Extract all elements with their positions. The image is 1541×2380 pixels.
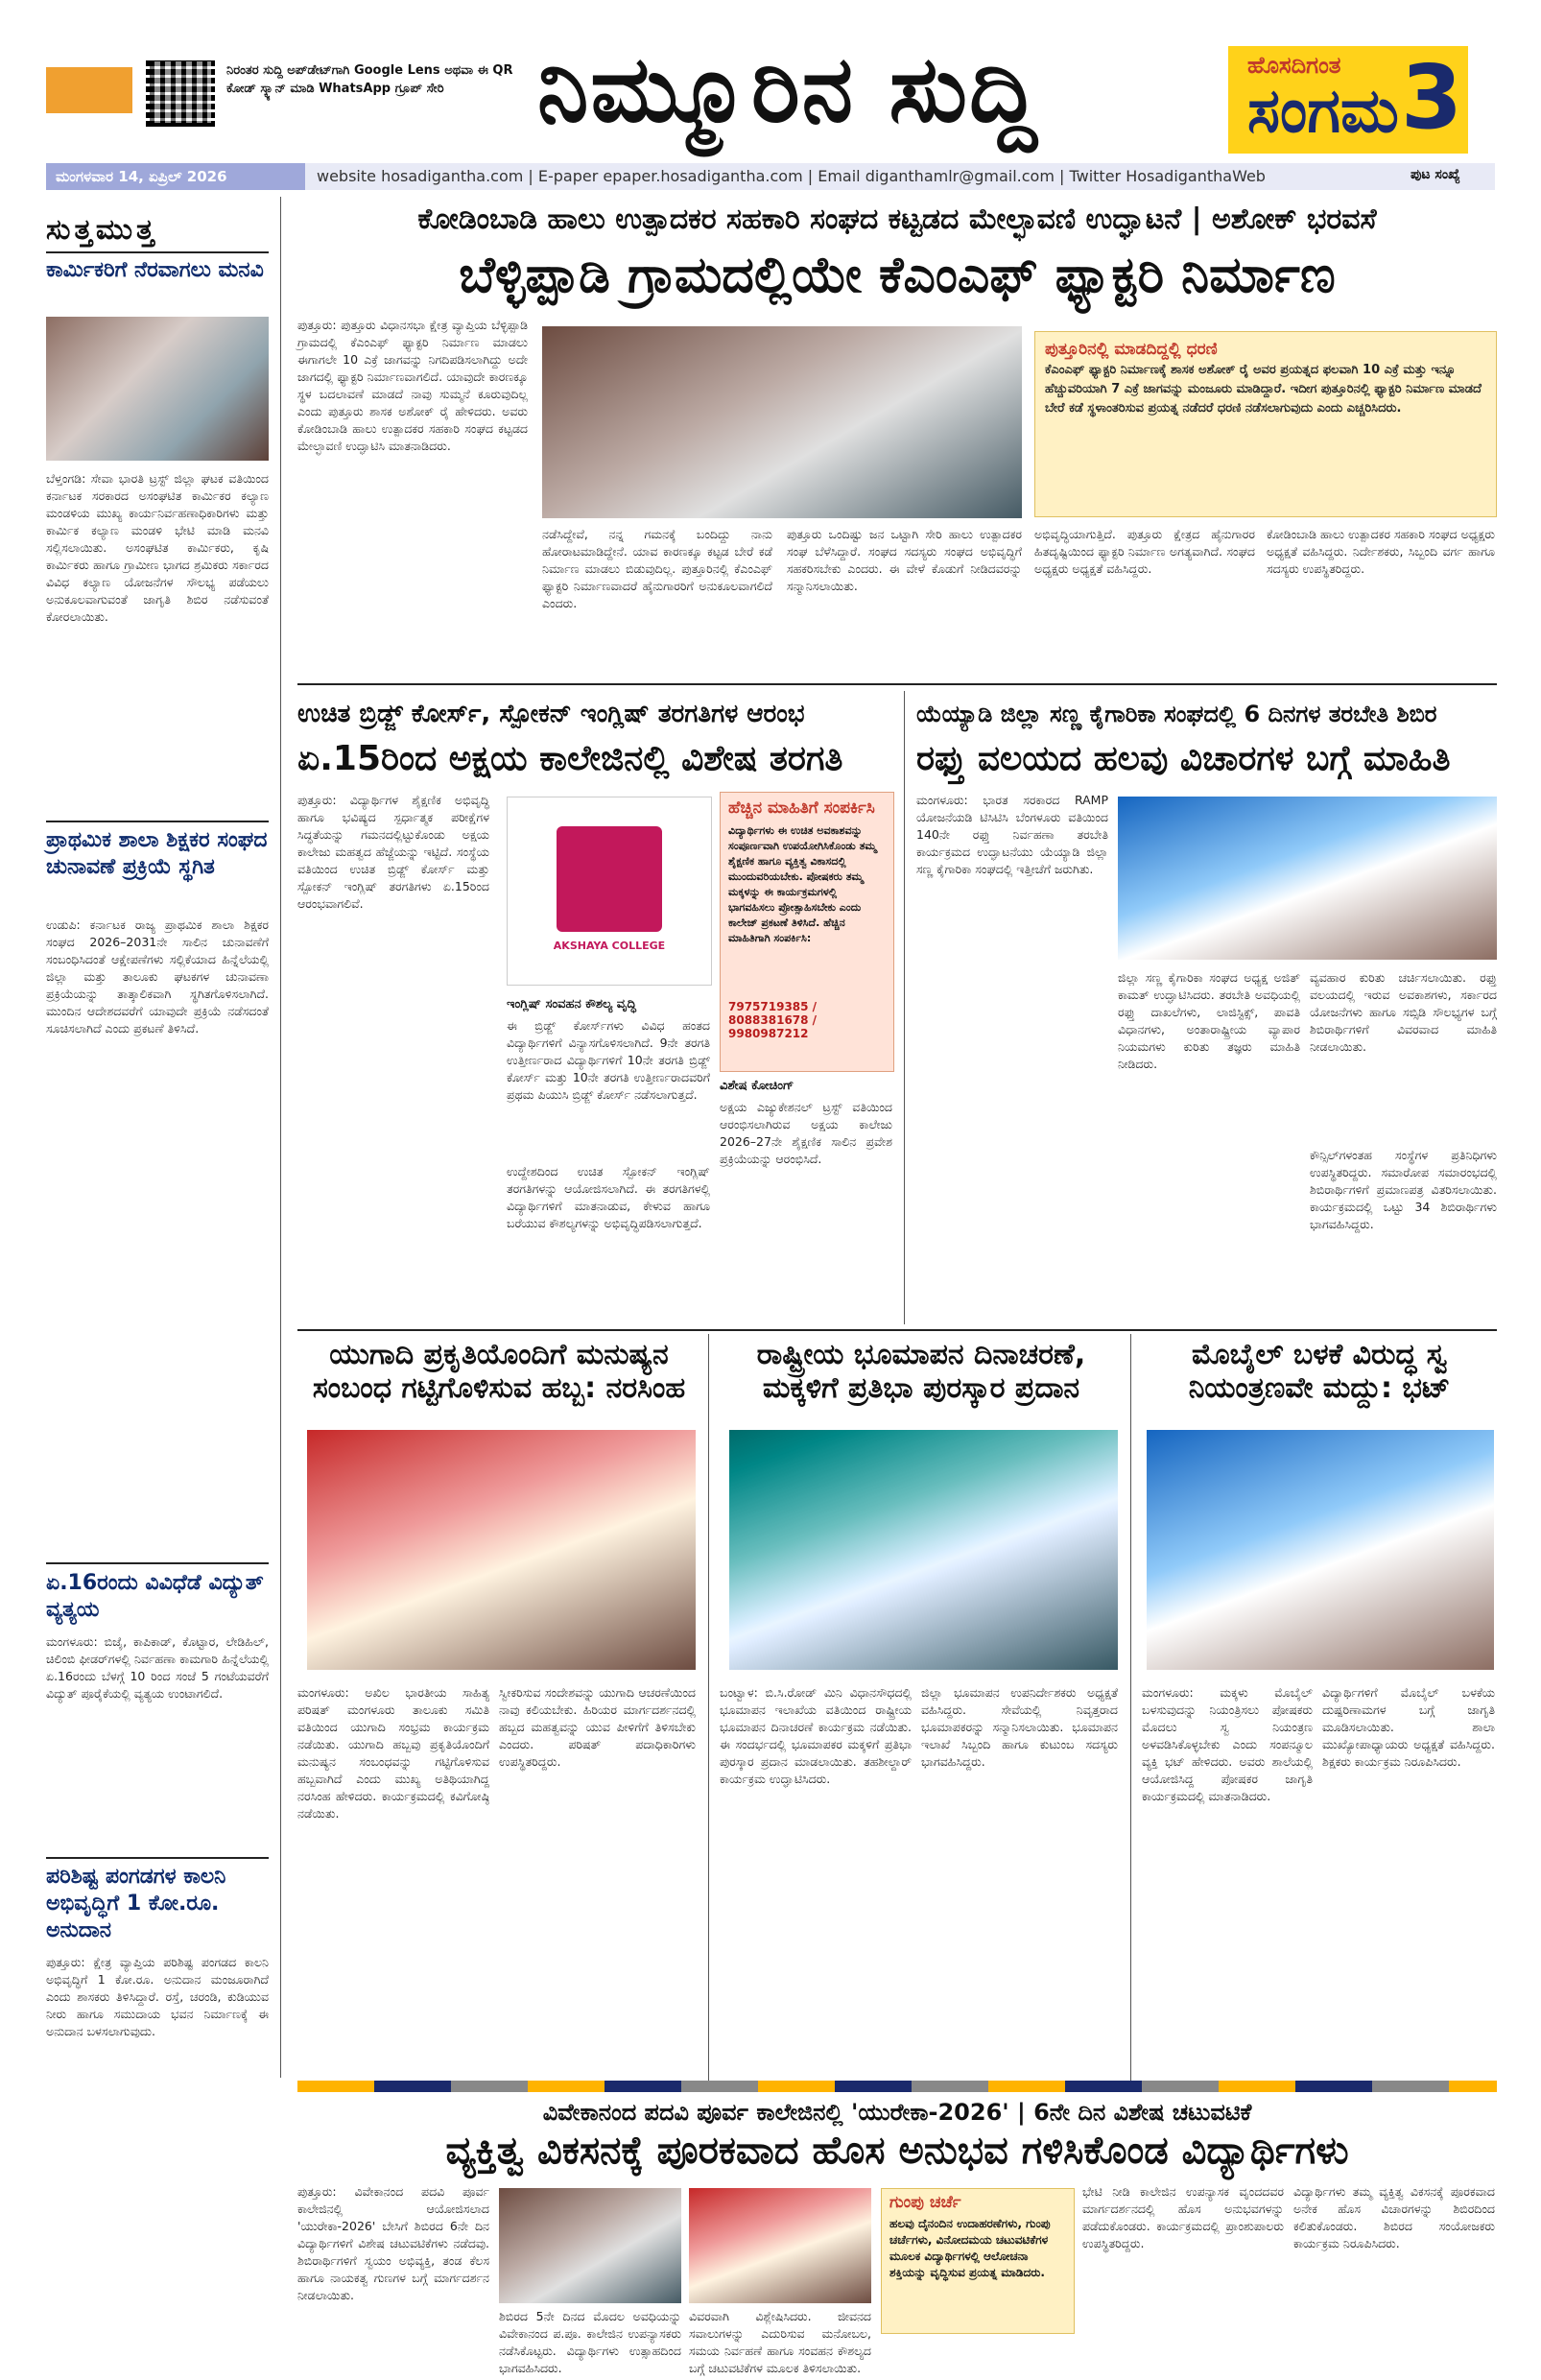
divider [46, 251, 269, 253]
college-logo-card [507, 797, 712, 986]
story-photo [499, 2188, 681, 2303]
page-label: ಪುಟ ಸಂಖ್ಯೆ [1411, 167, 1460, 182]
section-title: ಸುತ್ತಮುತ್ತ [46, 213, 158, 247]
story-body: ವಿದ್ಯಾರ್ಥಿಗಳು ತಮ್ಮ ವ್ಯಕ್ತಿತ್ವ ವಿಕಸನಕ್ಕೆ ಪೂರಕವಾದ ಅನೇಕ ಹೊಸ ವಿಚಾರಗಳನ್ನು ಶಿಬಿರದಿಂದ ಕಲಿತುಕೊಂಡರು. ಶಿಬಿರದ ಸಂಯೋಜಕರು ಕಾರ್ಯಕ್ರಮ ನಿರೂಪಿಸಿದರು. [1293, 2184, 1495, 2250]
bottom-kicker: ವಿವೇಕಾನಂದ ಪದವಿ ಪೂರ್ವ ಕಾಲೇಜಿನಲ್ಲಿ 'ಯುರೇಕಾ-2026' | 6ನೇ ದಿನ ವಿಶೇಷ ಚಟುವಟಿಕೆ [542, 2099, 1252, 2126]
story-headline: ಏ.16ರಂದು ವಿವಿಧೆಡೆ ವಿದ್ಯುತ್ ವ್ಯತ್ಯಯ [46, 1571, 264, 1622]
brand-logo: ಹೊಸದಿಗಂತ [1247, 52, 1341, 79]
story-body: ವ್ಯವಹಾರ ಕುರಿತು ಚರ್ಚಿಸಲಾಯಿತು. ರಫ್ತು ವಲಯದಲ್ಲಿ ಇರುವ ಅವಕಾಶಗಳು, ಸರ್ಕಾರದ ಯೋಜನೆಗಳು ಹಾಗೂ ಸಬ್ಸಿಡಿ ಸೌಲಭ್ಯಗಳ ಬಗ್ಗೆ ಶಿಬಿರಾರ್ಥಿಗಳಿಗೆ ವಿವರವಾದ ಮಾಹಿತಿ ನೀಡಲಾಯಿತು. [1310, 970, 1497, 1054]
story-body: ಮಂಗಳೂರು: ಅಖಿಲ ಭಾರತೀಯ ಸಾಹಿತ್ಯ ಪರಿಷತ್ ಮಂಗಳೂರು ತಾಲೂಕು ಸಮಿತಿ ವತಿಯಿಂದ ಯುಗಾದಿ ಸಂಭ್ರಮ ಕಾರ್ಯಕ್ರಮ ನಡೆಯಿತು. ಯುಗಾದಿ ಹಬ್ಬವು ಪ್ರಕೃತಿಯೊಂದಿಗೆ ಮನುಷ್ಯನ ಸಂಬಂಧವನ್ನು ಗಟ್ಟಿಗೊಳಿಸುವ ಹಬ್ಬವಾಗಿದೆ ಎಂದು ಮುಖ್ಯ ಅತಿಥಿಯಾಗಿದ್ದ ನರಸಿಂಹ ಹೇಳಿದರು. ಕಾರ್ಯಕ್ರಮದಲ್ಲಿ ಕವಿಗೋಷ್ಠಿ ನಡೆಯಿತು. [297, 1685, 489, 1821]
page-number: 3 [1401, 46, 1463, 149]
masthead-accent-block [46, 67, 132, 113]
story-body: ಮಂಗಳೂರು: ಭಾರತ ಸರಕಾರದ RAMP ಯೋಜನೆಯಡಿ ಟಿಸಿಟಿಸಿ ಬೆಂಗಳೂರು ವತಿಯಿಂದ 140ನೇ ರಫ್ತು ನಿರ್ವಹಣಾ ತರಬೇತಿ ಕಾರ್ಯಕ್ರಮದ ಉದ್ಘಾಟನೆಯು ಯೆಯ್ಯಾಡಿ ಜಿಲ್ಲಾ ಸಣ್ಣ ಕೈಗಾರಿಕಾ ಸಂಘದಲ್ಲಿ ಇತ್ತೀಚೆಗೆ ಜರುಗಿತು. [916, 793, 1108, 876]
story-body: ಬೆಳ್ತಂಗಡಿ: ಸೇವಾ ಭಾರತಿ ಟ್ರಸ್ಟ್ ಜಿಲ್ಲಾ ಘಟಕ ವತಿಯಿಂದ ಕರ್ನಾಟಕ ಸರಕಾರದ ಅಸಂಘಟಿತ ಕಾರ್ಮಿಕರ ಕಲ್ಯಾಣ ಮಂಡಳಿಯ ಮುಖ್ಯ ಕಾರ್ಯನಿರ್ವಹಣಾಧಿಕಾರಿಗಳು ಮತ್ತು ಕಾರ್ಮಿಕ ಕಲ್ಯಾಣ ಮಂಡಳಿ ಭೇಟಿ ಮಾಡಿ ಮನವಿ ಸಲ್ಲಿಸಲಾಯಿತು. ಅಸಂಘಟಿತ ಕಾರ್ಮಿಕರು, ಕೃಷಿ ಕಾರ್ಮಿಕರು ಹಾಗೂ ಗ್ರಾಮೀಣ ಭಾಗದ ಶ್ರಮಿಕರು ಸರ್ಕಾರದ ವಿವಿಧ ಕಲ್ಯಾಣ ಯೋಜನೆಗಳ ಸೌಲಭ್ಯ ಪಡೆಯಲು ಅನುಕೂಲವಾಗುವಂತೆ ಜಾಗೃತಿ ಶಿಬಿರ ನಡೆಸುವಂತೆ ಕೋರಲಾಯಿತು. [46, 471, 269, 624]
story-headline: ಏ.15ರಿಂದ ಅಕ್ಷಯ ಕಾಲೇಜಿನಲ್ಲಿ ವಿಶೇಷ ತರಗತಿ [297, 739, 843, 778]
college-logo-text: AKSHAYA COLLEGE [553, 940, 666, 952]
issue-date: ಮಂಗಳವಾರ 14, ಏಪ್ರಿಲ್ 2026 [46, 163, 305, 190]
lead-sidebox [1034, 331, 1497, 517]
supplement-title: ಸಂಗಮ [1247, 76, 1399, 147]
lead-kicker: ಕೋಡಿಂಬಾಡಿ ಹಾಲು ಉತ್ಪಾದಕರ ಸಹಕಾರಿ ಸಂಘದ ಕಟ್ಟಡದ ಮೇಲ್ಛಾವಣಿ ಉದ್ಘಾಟನೆ | ಅಶೋಕ್ ಭರವಸೆ [417, 202, 1377, 236]
divider [46, 821, 269, 822]
lead-photo [542, 326, 1022, 518]
lead-headline: ಬೆಳ್ಳಿಪ್ಪಾಡಿ ಗ್ರಾಮದಲ್ಲಿಯೇ ಕೆಎಂಎಫ್ ಫ್ಯಾಕ್ಟರಿ ನಿರ್ಮಾಣ [459, 247, 1336, 304]
story-body: ಸ್ವೀಕರಿಸುವ ಸಂದೇಶವನ್ನು ಯುಗಾದಿ ಆಚರಣೆಯಿಂದ ನಾವು ಕಲಿಯಬೇಕು. ಹಿರಿಯರ ಮಾರ್ಗದರ್ಶನದಲ್ಲಿ ಹಬ್ಬದ ಮಹತ್ವವನ್ನು ಯುವ ಪೀಳಿಗೆಗೆ ತಿಳಿಸಬೇಕು ಎಂದರು. ಪರಿಷತ್ ಪದಾಧಿಕಾರಿಗಳು ಉಪಸ್ಥಿತರಿದ್ದರು. [499, 1685, 696, 1769]
story-body: ಉಡುಪಿ: ಕರ್ನಾಟಕ ರಾಜ್ಯ ಪ್ರಾಥಮಿಕ ಶಾಲಾ ಶಿಕ್ಷಕರ ಸಂಘದ 2026–2031ನೇ ಸಾಲಿನ ಚುನಾವಣೆಗೆ ಸಂಬಂಧಿಸಿದಂತೆ ಆಕ್ಷೇಪಣೆಗಳು ಸಲ್ಲಿಕೆಯಾದ ಹಿನ್ನೆಲೆಯಲ್ಲಿ ಜಿಲ್ಲಾ ಮತ್ತು ತಾಲೂಕು ಘಟಕಗಳ ಚುನಾವಣಾ ಪ್ರಕ್ರಿಯೆಯನ್ನು ತಾತ್ಕಾಲಿಕವಾಗಿ ಸ್ಥಗಿತಗೊಳಿಸಲಾಗಿದೆ. ಮುಂದಿನ ಆದೇಶದವರೆಗೆ ಯಾವುದೇ ಪ್ರಕ್ರಿಯೆ ನಡೆಸದಂತೆ ಸೂಚಿಸಲಾಗಿದೆ ಎಂದು ಪ್ರಕಟಣೆ ತಿಳಿಸಿದೆ. [46, 917, 269, 1035]
story-headline: ಪರಿಶಿಷ್ಟ ಪಂಗಡಗಳ ಕಾಲನಿ ಅಭಿವೃದ್ಧಿಗೆ 1 ಕೋ.ರೂ. ಅನುದಾನ [46, 1865, 226, 1942]
masthead-title: ನಿಮ್ಮೂರಿನ ಸುದ್ದಿ [537, 35, 1039, 143]
epaper-link[interactable]: E-paper epaper.hosadigantha.com [537, 167, 803, 185]
qr-note: ನಿರಂತರ ಸುದ್ದಿ ಅಪ್‌ಡೇಟ್‌ಗಾಗಿ Google Lens ಅಥವಾ ಈ QR ಕೋಡ್ ಸ್ಕ್ಯಾನ್ ಮಾಡಿ WhatsApp ಗ್ರೂಪ್ ಸೇರಿ [226, 63, 513, 96]
story-kicker: ಉಚಿತ ಬ್ರಿಡ್ಜ್ ಕೋರ್ಸ್, ಸ್ಪೋಕನ್ ಇಂಗ್ಲಿಷ್ ತರಗತಿಗಳ ಆರಂಭ [297, 700, 805, 728]
contact-box [720, 792, 894, 1072]
column-divider [708, 1334, 709, 2082]
column-divider [280, 197, 281, 2078]
lead-body: ಅಭಿವೃದ್ಧಿಯಾಗುತ್ತಿದೆ. ಪುತ್ತೂರು ಕ್ಷೇತ್ರದ ಹೈನುಗಾರರ ಹಿತದೃಷ್ಟಿಯಿಂದ ಫ್ಯಾಕ್ಟರಿ ನಿರ್ಮಾಣ ಅಗತ್ಯವಾಗಿದೆ. ಸಂಘದ ಅಧ್ಯಕ್ಷರು ಅಧ್ಯಕ್ಷತೆ ವಹಿಸಿದ್ದರು. [1034, 527, 1255, 576]
column-divider [1130, 1334, 1131, 2082]
story-body: ಈ ಬ್ರಿಡ್ಜ್ ಕೋರ್ಸ್‌ಗಳು ವಿವಿಧ ಹಂತದ ವಿದ್ಯಾರ್ಥಿಗಳಿಗೆ ವಿನ್ಯಾಸಗೊಳಿಸಲಾಗಿದೆ. 9ನೇ ತರಗತಿ ಉತ್ತೀರ್ಣರಾದ ವಿದ್ಯಾರ್ಥಿಗಳಿಗೆ 10ನೇ ತರಗತಿ ಬ್ರಿಡ್ಜ್ ಕೋರ್ಸ್ ಮತ್ತು 10ನೇ ತರಗತಿ ಉತ್ತೀರ್ಣರಾದವರಿಗೆ ಪ್ರಥಮ ಪಿಯುಸಿ ಬ್ರಿಡ್ಜ್ ಕೋರ್ಸ್ ನಡೆಸಲಾಗುತ್ತದೆ. [507, 1018, 710, 1102]
story-body: ಪುತ್ತೂರು: ವಿವೇಕಾನಂದ ಪದವಿ ಪೂರ್ವ ಕಾಲೇಜಿನಲ್ಲಿ ಆಯೋಜಿಸಲಾದ 'ಯುರೇಕಾ-2026' ಬೇಸಿಗೆ ಶಿಬಿರದ 6ನೇ ದಿನ ವಿದ್ಯಾರ್ಥಿಗಳಿಗೆ ವಿಶೇಷ ಚಟುವಟಿಕೆಗಳು ನಡೆದವು. ಶಿಬಿರಾರ್ಥಿಗಳಿಗೆ ಸ್ವಯಂ ಅಭಿವ್ಯಕ್ತಿ, ತಂಡ ಕೆಲಸ ಹಾಗೂ ನಾಯಕತ್ವ ಗುಣಗಳ ಬಗ್ಗೆ ಮಾರ್ಗದರ್ಶನ ನೀಡಲಾಯಿತು. [297, 2184, 489, 2302]
story-body: ಭೇಟಿ ನೀಡಿ ಕಾಲೇಜಿನ ಉಪನ್ಯಾಸಕ ವೃಂದದವರ ಮಾರ್ಗದರ್ಶನದಲ್ಲಿ ಹೊಸ ಅನುಭವಗಳನ್ನು ಪಡೆದುಕೊಂಡರು. ಕಾರ್ಯಕ್ರಮದಲ್ಲಿ ಪ್ರಾಂಶುಪಾಲರು ಉಪಸ್ಥಿತರಿದ್ದರು. [1082, 2184, 1284, 2250]
sidebox-title: ಪುತ್ತೂರಿನಲ್ಲಿ ಮಾಡದಿದ್ದಲ್ಲಿ ಧರಣಿ [1045, 340, 1218, 359]
story-headline: ಮೊಬೈಲ್ ಬಳಕೆ ವಿರುದ್ಧ ಸ್ವ ನಿಯಂತ್ರಣವೇ ಮದ್ದು: ಭಟ್ [1188, 1338, 1451, 1405]
lead-body: ಕೋಡಿಂಬಾಡಿ ಹಾಲು ಉತ್ಪಾದಕರ ಸಹಕಾರಿ ಸಂಘದ ಅಧ್ಯಕ್ಷರು ಅಧ್ಯಕ್ಷತೆ ವಹಿಸಿದ್ದರು. ನಿರ್ದೇಶಕರು, ಸಿಬ್ಬಂದಿ ವರ್ಗ ಹಾಗೂ ಸದಸ್ಯರು ಉಪಸ್ಥಿತರಿದ್ದರು. [1267, 527, 1495, 576]
story-photo [689, 2188, 871, 2303]
contact-box-body: ವಿದ್ಯಾರ್ಥಿಗಳು ಈ ಉಚಿತ ಅವಕಾಶವನ್ನು ಸಂಪೂರ್ಣವಾಗಿ ಉಪಯೋಗಿಸಿಕೊಂಡು ತಮ್ಮ ಶೈಕ್ಷಣಿಕ ಹಾಗೂ ವ್ಯಕ್ತಿತ್ವ ವಿಕಾಸದಲ್ಲಿ ಮುಂದುವರಿಯಬೇಕು. ಪೋಷಕರು ತಮ್ಮ ಮಕ್ಕಳನ್ನು ಈ ಕಾರ್ಯಕ್ರಮಗಳಲ್ಲಿ ಭಾಗವಹಿಸಲು ಪ್ರೋತ್ಸಾಹಿಸಬೇಕು ಎಂದು ಕಾಲೇಜ್ ಪ್ರಕಟಣೆ ತಿಳಿಸಿದೆ. ಹೆಚ್ಚಿನ ಮಾಹಿತಿಗಾಗಿ ಸಂಪರ್ಕಿಸಿ: [728, 824, 877, 944]
story-headline: ರಫ್ತು ವಲಯದ ಹಲವು ವಿಚಾರಗಳ ಬಗ್ಗೆ ಮಾಹಿತಿ [916, 739, 1451, 778]
divider [46, 1857, 269, 1859]
story-body: ಉದ್ದೇಶದಿಂದ ಉಚಿತ ಸ್ಪೋಕನ್ ಇಂಗ್ಲಿಷ್ ತರಗತಿಗಳನ್ನು ಆಯೋಜಿಸಲಾಗಿದೆ. ಈ ತರಗತಿಗಳಲ್ಲಿ ವಿದ್ಯಾರ್ಥಿಗಳಿಗೆ ಮಾತನಾಡುವ, ಕೇಳುವ ಹಾಗೂ ಬರೆಯುವ ಕೌಶಲ್ಯಗಳನ್ನು ಅಭಿವೃದ್ಧಿಪಡಿಸಲಾಗುತ್ತದೆ. [507, 1164, 710, 1230]
story-subhead: ವಿಶೇಷ ಕೋಚಿಂಗ್ [720, 1079, 794, 1093]
story-photo [1118, 797, 1497, 960]
story-photo [46, 317, 269, 461]
qr-code-pattern [150, 61, 211, 123]
divider [297, 1329, 1497, 1331]
story-body: ಕೌನ್ಸಿಲ್‌ಗಳಂತಹ ಸಂಸ್ಥೆಗಳ ಪ್ರತಿನಿಧಿಗಳು ಉಪಸ್ಥಿತರಿದ್ದರು. ಸಮಾರೋಪ ಸಮಾರಂಭದಲ್ಲಿ ಶಿಬಿರಾರ್ಥಿಗಳಿಗೆ ಪ್ರಮಾಣಪತ್ರ ವಿತರಿಸಲಾಯಿತು. ಕಾರ್ಯಕ್ರಮದಲ್ಲಿ ಒಟ್ಟು 34 ಶಿಬಿರಾರ್ಥಿಗಳು ಭಾಗವಹಿಸಿದ್ದರು. [1310, 1148, 1497, 1231]
story-photo [1147, 1430, 1494, 1670]
story-body: ಮಂಗಳೂರು: ಬಿಜೈ, ಕಾಪಿಕಾಡ್, ಕೊಟ್ಟಾರ, ಲೇಡಿಹಿಲ್, ಚಿಲಿಂಬಿ ಫೀಡರ್‌ಗಳಲ್ಲಿ ನಿರ್ವಹಣಾ ಕಾಮಗಾರಿ ಹಿನ್ನೆಲೆಯಲ್ಲಿ ಏ.16ರಂದು ಬೆಳಗ್ಗೆ 10 ರಿಂದ ಸಂಜೆ 5 ಗಂಟೆಯವರೆಗೆ ವಿದ್ಯುತ್ ಪೂರೈಕೆಯಲ್ಲಿ ವ್ಯತ್ಯಯ ಉಂಟಾಗಲಿದೆ. [46, 1634, 269, 1701]
story-headline: ಯುಗಾದಿ ಪ್ರಕೃತಿಯೊಂದಿಗೆ ಮನುಷ್ಯನ ಸಂಬಂಧ ಗಟ್ಟಿಗೊಳಿಸುವ ಹಬ್ಬ: ನರಸಿಂಹ [312, 1338, 686, 1405]
contact-links: website hosadigantha.com | E-paper epaper.hosadigantha.com | Email diganthamlr@gmail.com | Twitter HosadiganthaWeb [317, 167, 1266, 185]
bottom-headline: ವ್ಯಕ್ತಿತ್ವ ವಿಕಸನಕ್ಕೆ ಪೂರಕವಾದ ಹೊಸ ಅನುಭವ ಗಳಿಸಿಕೊಂಡ ವಿದ್ಯಾರ್ಥಿಗಳು [445, 2129, 1349, 2173]
lead-body: ಪುತ್ತೂರು: ಪುತ್ತೂರು ವಿಧಾನಸಭಾ ಕ್ಷೇತ್ರ ವ್ಯಾಪ್ತಿಯ ಬೆಳ್ಳಿಪ್ಪಾಡಿ ಗ್ರಾಮದಲ್ಲಿ ಕೆಎಂಎಫ್ ಫ್ಯಾಕ್ಟರಿ ನಿರ್ಮಾಣ ಮಾಡಲು ಈಗಾಗಲೇ 10 ಎಕ್ರೆ ಜಾಗವನ್ನು ನಿಗದಿಪಡಿಸಲಾಗಿದ್ದು ಅದೇ ಜಾಗದಲ್ಲಿ ಫ್ಯಾಕ್ಟರಿ ನಿರ್ಮಾಣವಾಗಲಿದೆ. ಯಾವುದೇ ಕಾರಣಕ್ಕೂ ಸ್ಥಳ ಬದಲಾವಣೆ ಮಾಡದೆ ನಾವು ಸುಮ್ಮನೆ ಕೂರುವುದಿಲ್ಲ ಎಂದು ಪುತ್ತೂರು ಶಾಸಕ ಅಶೋಕ್ ರೈ ಹೇಳಿದರು. ಅವರು ಕೋಡಿಂಬಾಡಿ ಹಾಲು ಉತ್ಪಾದಕರ ಸಹಕಾರಿ ಸಂಘದ ಕಟ್ಟಡದ ಮೇಲ್ಛಾವಣಿ ಉದ್ಘಾಟಿಸಿ ಮಾತನಾಡಿದರು. [297, 318, 528, 453]
divider [297, 683, 1497, 685]
website-link[interactable]: website hosadigantha.com [317, 167, 524, 185]
story-body: ಮಂಗಳೂರು: ಮಕ್ಕಳು ಮೊಬೈಲ್ ಬಳಸುವುದನ್ನು ನಿಯಂತ್ರಿಸಲು ಪೋಷಕರು ಮೊದಲು ಸ್ವ ನಿಯಂತ್ರಣ ಅಳವಡಿಸಿಕೊಳ್ಳಬೇಕು ಎಂದು ಸಂಪನ್ಮೂಲ ವ್ಯಕ್ತಿ ಭಟ್ ಹೇಳಿದರು. ಅವರು ಶಾಲೆಯಲ್ಲಿ ಆಯೋಜಿಸಿದ್ದ ಪೋಷಕರ ಜಾಗೃತಿ ಕಾರ್ಯಕ್ರಮದಲ್ಲಿ ಮಾತನಾಡಿದರು. [1142, 1685, 1313, 1803]
story-kicker: ಯೆಯ್ಯಾಡಿ ಜಿಲ್ಲಾ ಸಣ್ಣ ಕೈಗಾರಿಕಾ ಸಂಘದಲ್ಲಿ 6 ದಿನಗಳ ತರಬೇತಿ ಶಿಬಿರ [916, 701, 1437, 727]
story-body: ಪುತ್ತೂರು: ವಿದ್ಯಾರ್ಥಿಗಳ ಶೈಕ್ಷಣಿಕ ಅಭಿವೃದ್ಧಿ ಹಾಗೂ ಭವಿಷ್ಯದ ಸ್ಪರ್ಧಾತ್ಮಕ ಪರೀಕ್ಷೆಗಳ ಸಿದ್ಧತೆಯನ್ನು ಗಮನದಲ್ಲಿಟ್ಟುಕೊಂಡು ಅಕ್ಷಯ ಕಾಲೇಜು ಮಹತ್ವದ ಹೆಜ್ಜೆಯನ್ನು ಇಟ್ಟಿದೆ. ಸಂಸ್ಥೆಯ ವತಿಯಿಂದ ಉಚಿತ ಬ್ರಿಡ್ಜ್ ಕೋರ್ಸ್ ಮತ್ತು ಸ್ಪೋಕನ್ ಇಂಗ್ಲಿಷ್ ತರಗತಿಗಳು ಏ.15ರಿಂದ ಆರಂಭವಾಗಲಿವೆ. [297, 793, 489, 911]
sidebox-body: ಹಲವು ದೈನಂದಿನ ಉದಾಹರಣೆಗಳು, ಗುಂಪು ಚರ್ಚೆಗಳು, ವಿನೋದಮಯ ಚಟುವಟಿಕೆಗಳ ಮೂಲಕ ವಿದ್ಯಾರ್ಥಿಗಳಲ್ಲಿ ಆಲೋಚನಾ ಶಕ್ತಿಯನ್ನು ವೃದ್ಧಿಸುವ ಪ್ರಯತ್ನ ಮಾಡಿದರು. [889, 2217, 1051, 2279]
story-body: ಬಂಟ್ವಾಳ: ಬಿ.ಸಿ.ರೋಡ್ ಮಿನಿ ವಿಧಾನಸೌಧದಲ್ಲಿ ಭೂಮಾಪನ ಇಲಾಖೆಯ ವತಿಯಿಂದ ರಾಷ್ಟ್ರೀಯ ಭೂಮಾಪನ ದಿನಾಚರಣೆ ಕಾರ್ಯಕ್ರಮ ನಡೆಯಿತು. ಈ ಸಂದರ್ಭದಲ್ಲಿ ಭೂಮಾಪಕರ ಮಕ್ಕಳಿಗೆ ಪ್ರತಿಭಾ ಪುರಸ್ಕಾರ ಪ್ರದಾನ ಮಾಡಲಾಯಿತು. ತಹಶೀಲ್ದಾರ್ ಕಾರ್ಯಕ್ರಮ ಉದ್ಘಾಟಿಸಿದರು. [720, 1685, 912, 1786]
story-body: ಶಿಬಿರದ 5ನೇ ದಿನದ ಮೊದಲ ಅವಧಿಯನ್ನು ವಿವೇಕಾನಂದ ಪ.ಪೂ. ಕಾಲೇಜಿನ ಉಪನ್ಯಾಸಕರು ನಡೆಸಿಕೊಟ್ಟರು. ವಿದ್ಯಾರ್ಥಿಗಳು ಉತ್ಸಾಹದಿಂದ ಭಾಗವಹಿಸಿದರು. [499, 2309, 681, 2375]
story-subhead: ಇಂಗ್ಲಿಷ್ ಸಂವಹನ ಕೌಶಲ್ಯ ವೃದ್ಧಿ [507, 997, 636, 1012]
story-body: ಅಕ್ಷಯ ಎಜ್ಯುಕೇಶನಲ್ ಟ್ರಸ್ಟ್ ವತಿಯಿಂದ ಆರಂಭಿಸಲಾಗಿರುವ ಅಕ್ಷಯ ಕಾಲೇಜು 2026–27ನೇ ಶೈಕ್ಷಣಿಕ ಸಾಲಿನ ಪ್ರವೇಶ ಪ್ರಕ್ರಿಯೆಯನ್ನು ಆರಂಭಿಸಿದೆ. [720, 1100, 892, 1166]
divider [46, 1562, 269, 1564]
story-body: ಜಿಲ್ಲಾ ಸಣ್ಣ ಕೈಗಾರಿಕಾ ಸಂಘದ ಅಧ್ಯಕ್ಷ ಅಜಿತ್ ಕಾಮತ್ ಉದ್ಘಾಟಿಸಿದರು. ತರಬೇತಿ ಅವಧಿಯಲ್ಲಿ ರಫ್ತು ದಾಖಲೆಗಳು, ಲಾಜಿಸ್ಟಿಕ್ಸ್, ಪಾವತಿ ವಿಧಾನಗಳು, ಅಂತಾರಾಷ್ಟ್ರೀಯ ವ್ಯಾಪಾರ ನಿಯಮಗಳು ಕುರಿತು ತಜ್ಞರು ಮಾಹಿತಿ ನೀಡಿದರು. [1118, 970, 1300, 1071]
story-headline: ಪ್ರಾಥಮಿಕ ಶಾಲಾ ಶಿಕ್ಷಕರ ಸಂಘದ ಚುನಾವಣೆ ಪ್ರಕ್ರಿಯೆ ಸ್ಥಗಿತ [46, 828, 268, 879]
section-divider-bar [297, 2081, 1497, 2092]
bottom-sidebox [881, 2188, 1075, 2334]
lead-body: ನಡೆಸಿದ್ದೇವೆ, ನನ್ನ ಗಮನಕ್ಕೆ ಬಂದಿದ್ದು ನಾನು ಹೋರಾಟಮಾಡಿದ್ದೇನೆ. ಯಾವ ಕಾರಣಕ್ಕೂ ಕಟ್ಟಡ ಬೇರೆ ಕಡೆ ನಿರ್ಮಾಣ ಮಾಡಲು ಬಿಡುವುದಿಲ್ಲ. ಪುತ್ತೂರಿನಲ್ಲಿ ಕೆಎಂಎಫ್ ಫ್ಯಾಕ್ಟರಿ ನಿರ್ಮಾಣವಾದರೆ ಹೈನುಗಾರರಿಗೆ ಅನುಕೂಲವಾಗಲಿದೆ ಎಂದರು. [542, 527, 772, 610]
twitter-link[interactable]: Twitter HosadiganthaWeb [1069, 167, 1266, 185]
sidebox-body: ಕೆಎಂಎಫ್ ಫ್ಯಾಕ್ಟರಿ ನಿರ್ಮಾಣಕ್ಕೆ ಶಾಸಕ ಅಶೋಕ್ ರೈ ಅವರ ಪ್ರಯತ್ನದ ಫಲವಾಗಿ 10 ಎಕ್ರೆ ಮತ್ತು ಇನ್ನೂ ಹೆಚ್ಚುವರಿಯಾಗಿ 7 ಎಕ್ರೆ ಜಾಗವನ್ನು ಮಂಜೂರು ಮಾಡಿದ್ದಾರೆ. ಇದೀಗ ಪುತ್ತೂರಿನಲ್ಲಿ ಫ್ಯಾಕ್ಟರಿ ನಿರ್ಮಾಣ ಮಾಡದೆ ಬೇರೆ ಕಡೆ ಸ್ಥಳಾಂತರಿಸುವ ಪ್ರಯತ್ನ ನಡೆದರೆ ಧರಣಿ ನಡೆಸಲಾಗುವುದು ಎಂದು ಎಚ್ಚರಿಸಿದರು. [1045, 363, 1482, 416]
story-body: ಪುತ್ತೂರು: ಕ್ಷೇತ್ರ ವ್ಯಾಪ್ತಿಯ ಪರಿಶಿಷ್ಟ ಪಂಗಡದ ಕಾಲನಿ ಅಭಿವೃದ್ಧಿಗೆ 1 ಕೋ.ರೂ. ಅನುದಾನ ಮಂಜೂರಾಗಿದೆ ಎಂದು ಶಾಸಕರು ತಿಳಿಸಿದ್ದಾರೆ. ರಸ್ತೆ, ಚರಂಡಿ, ಕುಡಿಯುವ ನೀರು ಹಾಗೂ ಸಮುದಾಯ ಭವನ ನಿರ್ಮಾಣಕ್ಕೆ ಈ ಅನುದಾನ ಬಳಸಲಾಗುವುದು. [46, 1955, 269, 2038]
contact-phone[interactable]: 7975719385 / 8088381678 / 9980987212 [728, 1000, 818, 1040]
story-headline: ರಾಷ್ಟ್ರೀಯ ಭೂಮಾಪನ ದಿನಾಚರಣೆ, ಮಕ್ಕಳಿಗೆ ಪ್ರತಿಭಾ ಪುರಸ್ಕಾರ ಪ್ರದಾನ [756, 1338, 1086, 1405]
sidebox-title: ಗುಂಪು ಚರ್ಚೆ [889, 2193, 961, 2212]
email-link[interactable]: Email diganthamlr@gmail.com [818, 167, 1055, 185]
story-body: ಜಿಲ್ಲಾ ಭೂಮಾಪನ ಉಪನಿರ್ದೇಶಕರು ಅಧ್ಯಕ್ಷತೆ ವಹಿಸಿದ್ದರು. ಸೇವೆಯಲ್ಲಿ ನಿವೃತ್ತರಾದ ಭೂಮಾಪಕರನ್ನು ಸನ್ಮಾನಿಸಲಾಯಿತು. ಭೂಮಾಪನ ಇಲಾಖೆ ಸಿಬ್ಬಂದಿ ಹಾಗೂ ಕುಟುಂಬ ಸದಸ್ಯರು ಭಾಗವಹಿಸಿದ್ದರು. [921, 1685, 1118, 1769]
story-body: ವಿವರವಾಗಿ ವಿಶ್ಲೇಷಿಸಿದರು. ಜೀವನದ ಸವಾಲುಗಳನ್ನು ಎದುರಿಸುವ ಮನೋಬಲ, ಸಮಯ ನಿರ್ವಹಣೆ ಹಾಗೂ ಸಂವಹನ ಕೌಶಲ್ಯದ ಬಗ್ಗೆ ಚಟುವಟಿಕೆಗಳ ಮೂಲಕ ತಿಳಿಸಲಾಯಿತು. [689, 2309, 871, 2375]
story-photo [307, 1430, 696, 1670]
column-divider [904, 691, 905, 1324]
contact-box-title: ಹೆಚ್ಚಿನ ಮಾಹಿತಿಗೆ ಸಂಪರ್ಕಿಸಿ [728, 798, 875, 818]
story-photo [729, 1430, 1118, 1670]
story-headline: ಕಾರ್ಮಿಕರಿಗೆ ನೆರವಾಗಲು ಮನವಿ [46, 258, 264, 282]
story-body: ವಿದ್ಯಾರ್ಥಿಗಳಿಗೆ ಮೊಬೈಲ್ ಬಳಕೆಯ ದುಷ್ಪರಿಣಾಮಗಳ ಬಗ್ಗೆ ಜಾಗೃತಿ ಮೂಡಿಸಲಾಯಿತು. ಶಾಲಾ ಮುಖ್ಯೋಪಾಧ್ಯಾಯರು ಅಧ್ಯಕ್ಷತೆ ವಹಿಸಿದ್ದರು. ಶಿಕ್ಷಕರು ಕಾರ್ಯಕ್ರಮ ನಿರೂಪಿಸಿದರು. [1322, 1685, 1495, 1769]
lead-body: ಪುತ್ತೂರು ಒಂದಿಷ್ಟು ಜನ ಒಟ್ಟಾಗಿ ಸೇರಿ ಹಾಲು ಉತ್ಪಾದಕರ ಸಂಘ ಬೆಳೆಸಿದ್ದಾರೆ. ಸಂಘದ ಸದಸ್ಯರು ಸಂಘದ ಅಭಿವೃದ್ಧಿಗೆ ಸಹಕರಿಸಬೇಕು ಎಂದರು. ಈ ವೇಳೆ ಕೊಡುಗೆ ನೀಡಿದವರನ್ನು ಸನ್ಮಾನಿಸಲಾಯಿತು. [787, 527, 1022, 593]
college-logo-icon [557, 826, 662, 932]
